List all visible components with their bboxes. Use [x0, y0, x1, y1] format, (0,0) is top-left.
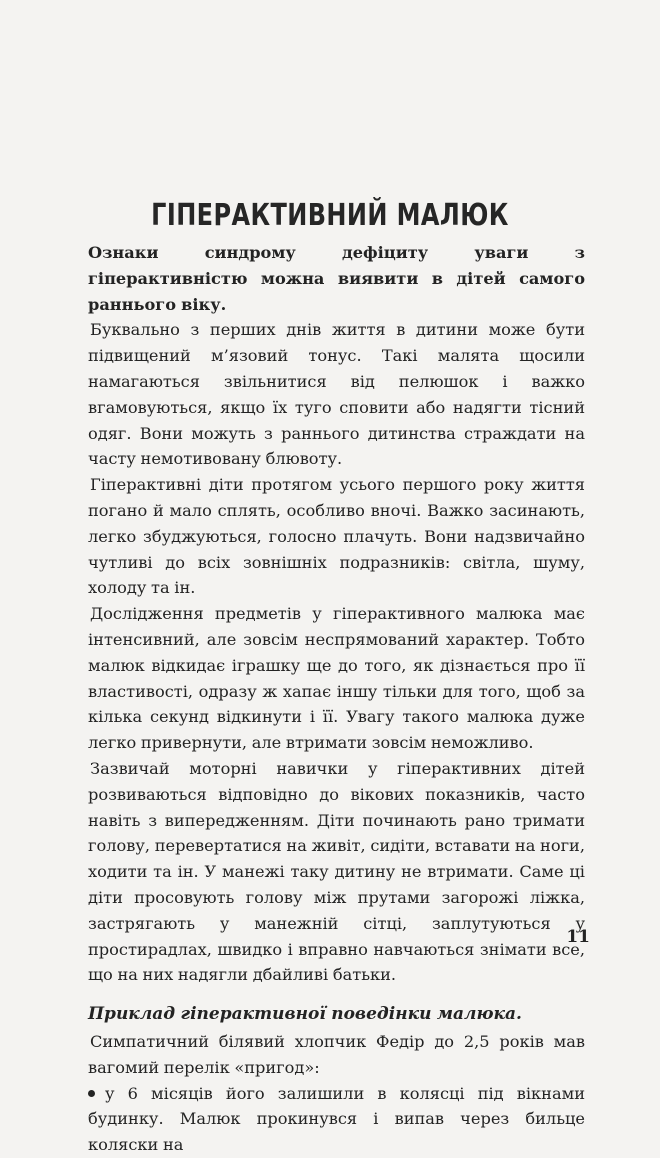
- paragraph-exploration: Дослідження предметів у гіперактивного малюка має інтенсивний, але зовсім неспрямований характер. Тобто малюк відкидає іграшку ще до того, як дізнається про її властивості, одразу ж хапає іншу тільки для того, щоб за кілька секунд відкинути і її. Увагу такого малюка дуже легко привернути, але втримати зовсім неможливо.: [88, 604, 585, 753]
- paragraph-motor-skills: Зазвичай моторні навички у гіперактивних дітей розвиваються відповідно до вікових показників, часто навіть з випередженням. Діти починають рано тримати голову, перевертатися на живіт, сидіти, вставати на ноги, ходити та ін. У манежі таку дитину не втримати. Саме ці діти просовують голову між прутами загорожі ліжка, застрягають у манежній сітці, заплутуються у простирадлах, швидко і вправно навчаються знімати все, що на них надягли дбайливі батьки.: [88, 758, 585, 985]
- chapter-title: ГІПЕРАКТИВНИЙ МАЛЮК: [151, 198, 509, 233]
- bullet-icon: [88, 1090, 95, 1097]
- list-item-text: у 6 місяців його залишили в колясці під вікнами будинку. Малюк прокинувся і випав через бильце коляски на: [88, 1083, 585, 1155]
- example-intro: Симпатичний білявий хлопчик Федір до 2,5 років мав вагомий перелік «пригод»:: [88, 1031, 585, 1077]
- paragraph-muscle-tone: Буквально з перших днів життя в дитини може бути підвищений м’язовий тонус. Такі малята щосили намагаються звільнитися від пелюшок і важко вгамовуються, якщо їх туго сповити або надягти тісний одяг. Вони можуть з раннього дитинства страждати на часту немотивовану блювоту.: [88, 320, 585, 469]
- page-number: 11: [566, 927, 590, 947]
- example-subheading: Приклад гіперактивної поведінки малюка.: [88, 1004, 522, 1025]
- paragraph-sleep: Гіперактивні діти протягом усього першого року життя погано й мало сплять, особливо вночі. Важко засинають, легко збуджуються, голосно плачуть. Вони надзвичайно чутливі до всіх зовнішніх подразників: світла, шуму, холоду та ін.: [88, 475, 585, 598]
- page-body: [88, 240, 585, 1158]
- list-item: [88, 1081, 585, 1158]
- lead-paragraph: Ознаки синдрому дефіциту уваги з гіперактивністю можна виявити в дітей самого раннього віку.: [88, 243, 585, 314]
